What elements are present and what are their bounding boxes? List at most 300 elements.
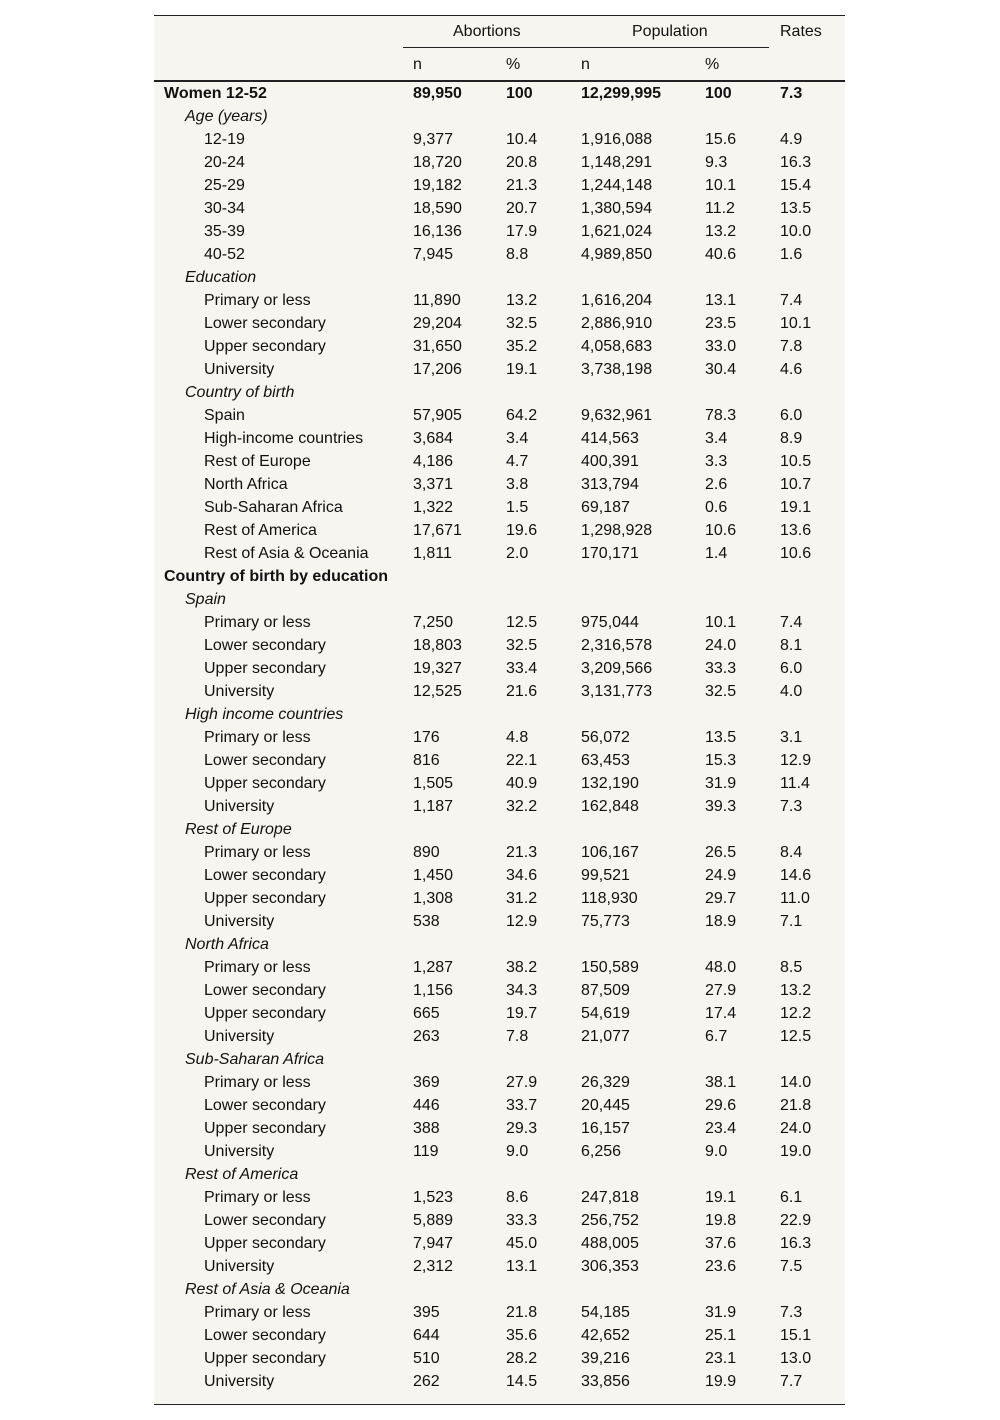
cell-abortions-n: 816 [413, 752, 440, 769]
cell-abortions-pct: 8.6 [506, 1189, 529, 1206]
table-row [154, 749, 845, 772]
cell-abortions-pct: 22.1 [506, 752, 538, 769]
cell-population-n: 1,916,088 [581, 131, 653, 148]
cell-population-n: 75,773 [581, 913, 630, 930]
cell-rate: 3.1 [780, 729, 803, 746]
table-row [154, 1324, 845, 1347]
cell-rate: 11.4 [780, 775, 810, 792]
table-row [154, 289, 845, 312]
cell-abortions-pct: 4.8 [506, 729, 529, 746]
cell-population-pct: 39.3 [705, 798, 737, 815]
cell-population-pct: 1.4 [705, 545, 728, 562]
row-label: Primary or less [204, 1074, 311, 1091]
cell-rate: 13.0 [780, 1350, 812, 1367]
cell-population-pct: 13.5 [705, 729, 737, 746]
cell-population-n: 2,886,910 [581, 315, 653, 332]
table-row [154, 1370, 845, 1393]
subheading-row [154, 703, 845, 726]
cell-population-n: 87,509 [581, 982, 630, 999]
cell-rate: 19.0 [780, 1143, 812, 1160]
row-label: Rest of America [204, 522, 317, 539]
cell-abortions-n: 7,250 [413, 614, 454, 631]
subheading-row [154, 266, 845, 289]
cell-population-pct: 3.4 [705, 430, 728, 447]
row-label: Primary or less [204, 729, 311, 746]
cell-rate: 10.0 [780, 223, 812, 240]
cell-population-n: 20,445 [581, 1097, 630, 1114]
subheading-row [154, 105, 845, 128]
cell-rate: 15.1 [780, 1327, 812, 1344]
cell-rate: 16.3 [780, 154, 812, 171]
cell-population-n: 400,391 [581, 453, 639, 470]
cell-rate: 7.8 [780, 338, 803, 355]
cell-abortions-n: 7,947 [413, 1235, 454, 1252]
cell-population-pct: 9.0 [705, 1143, 728, 1160]
cell-abortions-pct: 28.2 [506, 1350, 538, 1367]
cell-abortions-n: 388 [413, 1120, 440, 1137]
table-row [154, 197, 845, 220]
header-rates: Rates [780, 23, 822, 40]
table-row [154, 473, 845, 496]
cell-rate: 12.9 [780, 752, 812, 769]
cell-population-pct: 23.5 [705, 315, 737, 332]
cell-rate: 11.0 [780, 890, 810, 907]
cell-abortions-n: 395 [413, 1304, 440, 1321]
cell-population-pct: 10.6 [705, 522, 737, 539]
cell-abortions-pct: 19.7 [506, 1005, 538, 1022]
cell-population-n: 39,216 [581, 1350, 630, 1367]
cell-abortions-n: 119 [413, 1143, 439, 1160]
data-table [154, 15, 845, 1405]
cell-abortions-pct: 64.2 [506, 407, 538, 424]
row-label: 40-52 [204, 246, 245, 263]
cell-abortions-n: 11,890 [413, 292, 461, 309]
cell-population-pct: 24.9 [705, 867, 737, 884]
cell-population-n: 2,316,578 [581, 637, 653, 654]
cell-population-n: 3,131,773 [581, 683, 653, 700]
table-row [154, 1232, 845, 1255]
cell-abortions-pct: 100 [506, 85, 533, 102]
cell-abortions-n: 89,950 [413, 85, 462, 102]
cell-population-pct: 13.2 [705, 223, 737, 240]
cell-population-pct: 25.1 [705, 1327, 737, 1344]
cell-abortions-n: 644 [413, 1327, 440, 1344]
cell-abortions-pct: 40.9 [506, 775, 538, 792]
cell-abortions-n: 12,525 [413, 683, 462, 700]
cell-abortions-pct: 35.6 [506, 1327, 538, 1344]
cell-population-n: 6,256 [581, 1143, 622, 1160]
cell-abortions-pct: 21.8 [506, 1304, 538, 1321]
cell-population-pct: 10.1 [705, 177, 737, 194]
table-row [154, 1186, 845, 1209]
table-row [154, 1209, 845, 1232]
cell-rate: 6.0 [780, 660, 803, 677]
cell-rate: 4.9 [780, 131, 803, 148]
cell-abortions-n: 1,187 [413, 798, 454, 815]
cell-rate: 13.6 [780, 522, 812, 539]
row-label: 12-19 [204, 131, 245, 148]
header-population: Population [632, 23, 708, 40]
table-row [154, 151, 845, 174]
row-label: Country of birth by education [164, 568, 388, 585]
row-label: Upper secondary [204, 890, 326, 907]
table-row [154, 1094, 845, 1117]
cell-abortions-n: 1,505 [413, 775, 454, 792]
table-row [154, 634, 845, 657]
table-row [154, 680, 845, 703]
cell-population-n: 414,563 [581, 430, 639, 447]
cell-population-n: 170,171 [581, 545, 639, 562]
table-row [154, 519, 845, 542]
cell-rate: 14.6 [780, 867, 812, 884]
row-label: Rest of Europe [185, 821, 292, 838]
cell-population-pct: 23.1 [705, 1350, 737, 1367]
cell-population-pct: 26.5 [705, 844, 737, 861]
cell-abortions-pct: 2.0 [506, 545, 529, 562]
row-label: Upper secondary [204, 660, 326, 677]
table-row [154, 795, 845, 818]
cell-rate: 12.5 [780, 1028, 812, 1045]
table-row [154, 1071, 845, 1094]
cell-population-n: 26,329 [581, 1074, 630, 1091]
subheading-row [154, 381, 845, 404]
cell-abortions-n: 263 [413, 1028, 440, 1045]
cell-abortions-n: 510 [413, 1350, 440, 1367]
cell-population-n: 256,752 [581, 1212, 639, 1229]
row-label: North Africa [204, 476, 288, 493]
cell-rate: 13.5 [780, 200, 812, 217]
cell-population-n: 9,632,961 [581, 407, 653, 424]
row-label: University [204, 1143, 275, 1160]
cell-abortions-pct: 12.9 [506, 913, 538, 930]
cell-abortions-pct: 12.5 [506, 614, 538, 631]
table-row [154, 450, 845, 473]
cell-rate: 8.1 [780, 637, 803, 654]
cell-abortions-pct: 33.7 [506, 1097, 538, 1114]
cell-abortions-n: 16,136 [413, 223, 462, 240]
cell-abortions-pct: 14.5 [506, 1373, 538, 1390]
cell-population-n: 975,044 [581, 614, 639, 631]
section-row [154, 565, 845, 588]
cell-rate: 7.4 [780, 292, 803, 309]
row-label: Country of birth [185, 384, 295, 401]
cell-population-n: 106,167 [581, 844, 639, 861]
cell-abortions-n: 17,671 [413, 522, 462, 539]
cell-abortions-n: 665 [413, 1005, 440, 1022]
row-label: Spain [204, 407, 245, 424]
cell-population-pct: 100 [705, 85, 732, 102]
row-label: Lower secondary [204, 315, 326, 332]
cell-abortions-pct: 21.3 [506, 844, 538, 861]
table-row [154, 427, 845, 450]
row-label: Age (years) [185, 108, 268, 125]
cell-population-n: 42,652 [581, 1327, 630, 1344]
cell-abortions-n: 7,945 [413, 246, 454, 263]
cell-population-pct: 19.1 [705, 1189, 737, 1206]
cell-rate: 22.9 [780, 1212, 812, 1229]
cell-rate: 14.0 [780, 1074, 812, 1091]
row-label: High-income countries [204, 430, 364, 447]
row-label: Lower secondary [204, 982, 326, 999]
cell-population-n: 1,244,148 [581, 177, 653, 194]
cell-rate: 7.3 [780, 85, 803, 102]
cell-rate: 10.5 [780, 453, 812, 470]
cell-population-pct: 19.9 [705, 1373, 737, 1390]
cell-rate: 16.3 [780, 1235, 812, 1252]
row-label: Rest of Asia & Oceania [185, 1281, 350, 1298]
cell-population-n: 1,621,024 [581, 223, 653, 240]
cell-population-n: 3,738,198 [581, 361, 653, 378]
cell-population-pct: 13.1 [705, 292, 737, 309]
cell-abortions-pct: 20.7 [506, 200, 538, 217]
cell-population-n: 247,818 [581, 1189, 639, 1206]
row-label: University [204, 1258, 275, 1275]
cell-rate: 7.3 [780, 798, 803, 815]
cell-population-n: 1,298,928 [581, 522, 653, 539]
cell-abortions-pct: 38.2 [506, 959, 538, 976]
cell-population-pct: 33.3 [705, 660, 737, 677]
cell-population-n: 63,453 [581, 752, 630, 769]
cell-abortions-pct: 31.2 [506, 890, 538, 907]
cell-population-pct: 29.6 [705, 1097, 737, 1114]
cell-population-pct: 31.9 [705, 1304, 737, 1321]
header-group-rule [403, 47, 769, 48]
table-row [154, 1025, 845, 1048]
cell-population-n: 150,589 [581, 959, 639, 976]
cell-abortions-pct: 34.3 [506, 982, 538, 999]
cell-population-pct: 11.2 [705, 200, 735, 217]
cell-abortions-n: 3,371 [413, 476, 454, 493]
cell-population-n: 16,157 [581, 1120, 630, 1137]
table-row [154, 220, 845, 243]
row-label: Upper secondary [204, 775, 326, 792]
cell-abortions-pct: 19.6 [506, 522, 538, 539]
table-top-rule [154, 15, 845, 16]
cell-abortions-pct: 3.8 [506, 476, 529, 493]
cell-abortions-pct: 7.8 [506, 1028, 529, 1045]
header-abortions: Abortions [453, 23, 521, 40]
row-label: Sub-Saharan Africa [185, 1051, 325, 1068]
table-row [154, 1117, 845, 1140]
cell-abortions-pct: 4.7 [506, 453, 529, 470]
cell-abortions-n: 1,450 [413, 867, 454, 884]
cell-rate: 8.5 [780, 959, 803, 976]
cell-abortions-pct: 17.9 [506, 223, 538, 240]
cell-rate: 7.3 [780, 1304, 803, 1321]
cell-population-pct: 23.6 [705, 1258, 737, 1275]
cell-abortions-pct: 34.6 [506, 867, 538, 884]
row-label: Primary or less [204, 292, 311, 309]
cell-rate: 4.6 [780, 361, 803, 378]
cell-abortions-pct: 9.0 [506, 1143, 529, 1160]
cell-population-pct: 30.4 [705, 361, 737, 378]
cell-rate: 10.7 [780, 476, 812, 493]
cell-abortions-n: 1,156 [413, 982, 454, 999]
cell-rate: 15.4 [780, 177, 812, 194]
cell-population-n: 3,209,566 [581, 660, 653, 677]
cell-population-pct: 38.1 [705, 1074, 737, 1091]
cell-abortions-pct: 27.9 [506, 1074, 538, 1091]
cell-abortions-n: 890 [413, 844, 440, 861]
cell-population-n: 21,077 [581, 1028, 630, 1045]
cell-abortions-n: 1,287 [413, 959, 454, 976]
cell-population-n: 99,521 [581, 867, 630, 884]
row-label: Education [185, 269, 257, 286]
cell-rate: 13.2 [780, 982, 812, 999]
cell-rate: 21.8 [780, 1097, 812, 1114]
table-row [154, 657, 845, 680]
cell-abortions-n: 4,186 [413, 453, 454, 470]
table-row [154, 864, 845, 887]
table-row [154, 1301, 845, 1324]
cell-abortions-pct: 10.4 [506, 131, 538, 148]
cell-population-pct: 29.7 [705, 890, 737, 907]
table-row [154, 243, 845, 266]
cell-abortions-pct: 3.4 [506, 430, 529, 447]
cell-abortions-pct: 33.4 [506, 660, 538, 677]
table-row [154, 542, 845, 565]
row-label: Lower secondary [204, 867, 326, 884]
cell-rate: 10.1 [780, 315, 812, 332]
cell-population-n: 313,794 [581, 476, 639, 493]
row-label: University [204, 1028, 275, 1045]
cell-abortions-pct: 21.3 [506, 177, 538, 194]
cell-population-n: 162,848 [581, 798, 639, 815]
cell-abortions-pct: 29.3 [506, 1120, 538, 1137]
row-label: Rest of America [185, 1166, 299, 1183]
row-label: High income countries [185, 706, 344, 723]
cell-abortions-pct: 32.2 [506, 798, 538, 815]
row-label: Primary or less [204, 1304, 311, 1321]
table-body [154, 82, 845, 1393]
cell-population-n: 488,005 [581, 1235, 639, 1252]
row-label: Primary or less [204, 1189, 311, 1206]
row-label: Upper secondary [204, 1235, 326, 1252]
cell-population-pct: 15.3 [705, 752, 737, 769]
row-label: University [204, 683, 275, 700]
cell-population-pct: 2.6 [705, 476, 728, 493]
row-label: University [204, 1373, 275, 1390]
cell-population-pct: 78.3 [705, 407, 737, 424]
cell-abortions-n: 446 [413, 1097, 440, 1114]
row-label: Upper secondary [204, 1005, 326, 1022]
cell-abortions-pct: 1.5 [506, 499, 529, 516]
row-label: University [204, 913, 275, 930]
cell-population-n: 1,148,291 [581, 154, 653, 171]
row-label: Women 12-52 [164, 85, 267, 102]
row-label: Rest of Europe [204, 453, 311, 470]
row-label: Primary or less [204, 844, 311, 861]
cell-population-pct: 6.7 [705, 1028, 728, 1045]
cell-abortions-n: 18,803 [413, 637, 462, 654]
table-row [154, 772, 845, 795]
cell-population-n: 56,072 [581, 729, 630, 746]
subheading-row [154, 1163, 845, 1186]
cell-abortions-pct: 33.3 [506, 1212, 538, 1229]
cell-abortions-n: 19,327 [413, 660, 462, 677]
cell-rate: 10.6 [780, 545, 812, 562]
cell-abortions-n: 9,377 [413, 131, 454, 148]
cell-abortions-n: 19,182 [413, 177, 462, 194]
cell-population-pct: 48.0 [705, 959, 737, 976]
header-abortions-pct: % [506, 56, 521, 73]
cell-population-n: 54,185 [581, 1304, 630, 1321]
cell-population-pct: 23.4 [705, 1120, 737, 1137]
row-label: 35-39 [204, 223, 245, 240]
row-label: 25-29 [204, 177, 245, 194]
header-abortions-n: n [413, 56, 422, 73]
cell-rate: 4.0 [780, 683, 803, 700]
table-row [154, 841, 845, 864]
row-label: Lower secondary [204, 752, 326, 769]
cell-population-n: 118,930 [581, 890, 638, 907]
row-label: Upper secondary [204, 1350, 326, 1367]
cell-abortions-n: 176 [413, 729, 440, 746]
cell-population-n: 1,380,594 [581, 200, 653, 217]
cell-population-n: 306,353 [581, 1258, 639, 1275]
table-row [154, 956, 845, 979]
row-label: University [204, 798, 275, 815]
cell-abortions-n: 18,590 [413, 200, 462, 217]
cell-abortions-pct: 20.8 [506, 154, 538, 171]
cell-rate: 6.1 [780, 1189, 803, 1206]
cell-population-pct: 24.0 [705, 637, 737, 654]
cell-rate: 1.6 [780, 246, 803, 263]
table-row [154, 496, 845, 519]
cell-population-pct: 10.1 [705, 614, 737, 631]
cell-abortions-n: 29,204 [413, 315, 462, 332]
row-label: Upper secondary [204, 1120, 326, 1137]
cell-abortions-n: 538 [413, 913, 440, 930]
row-label: Lower secondary [204, 637, 326, 654]
cell-population-pct: 31.9 [705, 775, 737, 792]
cell-rate: 7.4 [780, 614, 803, 631]
cell-population-pct: 33.0 [705, 338, 737, 355]
cell-rate: 7.7 [780, 1373, 803, 1390]
cell-abortions-pct: 21.6 [506, 683, 538, 700]
cell-abortions-pct: 13.2 [506, 292, 538, 309]
cell-rate: 7.1 [780, 913, 803, 930]
cell-abortions-pct: 8.8 [506, 246, 529, 263]
row-label: Rest of Asia & Oceania [204, 545, 369, 562]
cell-population-n: 1,616,204 [581, 292, 653, 309]
table-row [154, 1002, 845, 1025]
table-row [154, 128, 845, 151]
cell-population-pct: 15.6 [705, 131, 737, 148]
table-row [154, 312, 845, 335]
row-label: Lower secondary [204, 1097, 326, 1114]
cell-abortions-n: 3,684 [413, 430, 454, 447]
table-row [154, 979, 845, 1002]
subheading-row [154, 1278, 845, 1301]
cell-abortions-n: 18,720 [413, 154, 462, 171]
cell-population-n: 4,058,683 [581, 338, 653, 355]
cell-population-pct: 32.5 [705, 683, 737, 700]
cell-population-n: 4,989,850 [581, 246, 653, 263]
table-row [154, 611, 845, 634]
cell-population-n: 69,187 [581, 499, 630, 516]
table-row [154, 726, 845, 749]
table-row [154, 1347, 845, 1370]
cell-abortions-n: 31,650 [413, 338, 462, 355]
subheading-row [154, 1048, 845, 1071]
cell-population-pct: 37.6 [705, 1235, 737, 1252]
cell-rate: 12.2 [780, 1005, 812, 1022]
cell-abortions-n: 1,811 [413, 545, 452, 562]
row-label: Upper secondary [204, 338, 326, 355]
cell-abortions-n: 17,206 [413, 361, 462, 378]
subheading-row [154, 818, 845, 841]
